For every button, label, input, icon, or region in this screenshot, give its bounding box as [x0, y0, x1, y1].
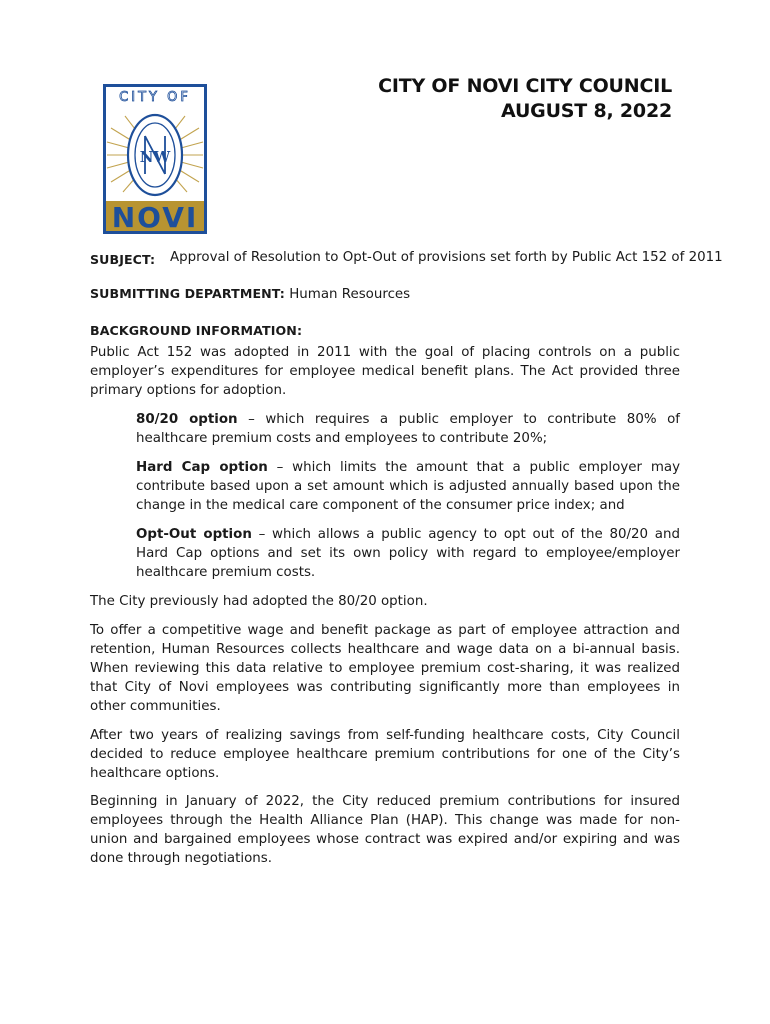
meeting-date: AUGUST 8, 2022 [501, 100, 672, 122]
option-80-20 [136, 410, 680, 448]
logo-top-text: CITY OF [119, 90, 191, 105]
background-heading: BACKGROUND INFORMATION: [90, 323, 303, 338]
submitting-department [90, 286, 410, 302]
option-name: Opt-Out option [136, 527, 252, 542]
option-text: – which requires a public employer to contribute 80% of healthcare premium costs and employees to contribute 20%; [136, 412, 680, 446]
paragraph-self-funding: After two years of realizing savings from self-funding healthcare costs, City Council decided to reduce employee healthcare premium contributions for one of the City’s healthcare options. [90, 728, 680, 781]
option-text: – which allows a public agency to opt out of the 80/20 and Hard Cap options and set its own policy with regard to employee/employer healthcare premium costs. [136, 527, 680, 580]
option-text: – which limits the amount that a public employer may contribute based upon a set amount which is adjusted annually based upon the change in the medical care component of the consumer price index; and [136, 460, 680, 513]
council-title [378, 74, 672, 124]
department-label: SUBMITTING DEPARTMENT: [90, 286, 285, 301]
paragraph-hap: Beginning in January of 2022, the City reduced premium contributions for insured employees through the Health Alliance Plan (HAP). This change was made for non-union and bargained employees whose contract was expired and/or expiring and was done through negotiations. [90, 794, 680, 866]
department-text: Human Resources [289, 287, 411, 302]
logo-bottom-text: NOVI [111, 201, 199, 234]
subject-label: SUBJECT: [90, 252, 156, 267]
logo-monogram: NW [139, 148, 171, 166]
option-name: 80/20 option [136, 412, 238, 427]
paragraph-previous-option: The City previously had adopted the 80/20 option. [90, 594, 428, 609]
background-intro: Public Act 152 was adopted in 2011 with the goal of placing controls on a public employer’s expenditures for employee medical benefit plans. The Act provided three primary options for adoption. [90, 345, 680, 398]
city-of-novi-logo [103, 84, 207, 234]
paragraph-wage-data: To offer a competitive wage and benefit package as part of employee attraction and retention, Human Resources collects healthcare and wage data on a bi-annual basis. When reviewing this data relative to employee premium cost-sharing, it was realized that City of Novi employees was contributing significantly more than employees in other communities. [90, 623, 680, 714]
option-hard-cap [136, 458, 680, 515]
option-name: Hard Cap option [136, 460, 268, 475]
subject-text: Approval of Resolution to Opt-Out of provisions set forth by Public Act 152 of 2011 [170, 250, 723, 265]
council-title-line1: CITY OF NOVI CITY COUNCIL [378, 75, 672, 97]
option-opt-out [136, 525, 680, 582]
